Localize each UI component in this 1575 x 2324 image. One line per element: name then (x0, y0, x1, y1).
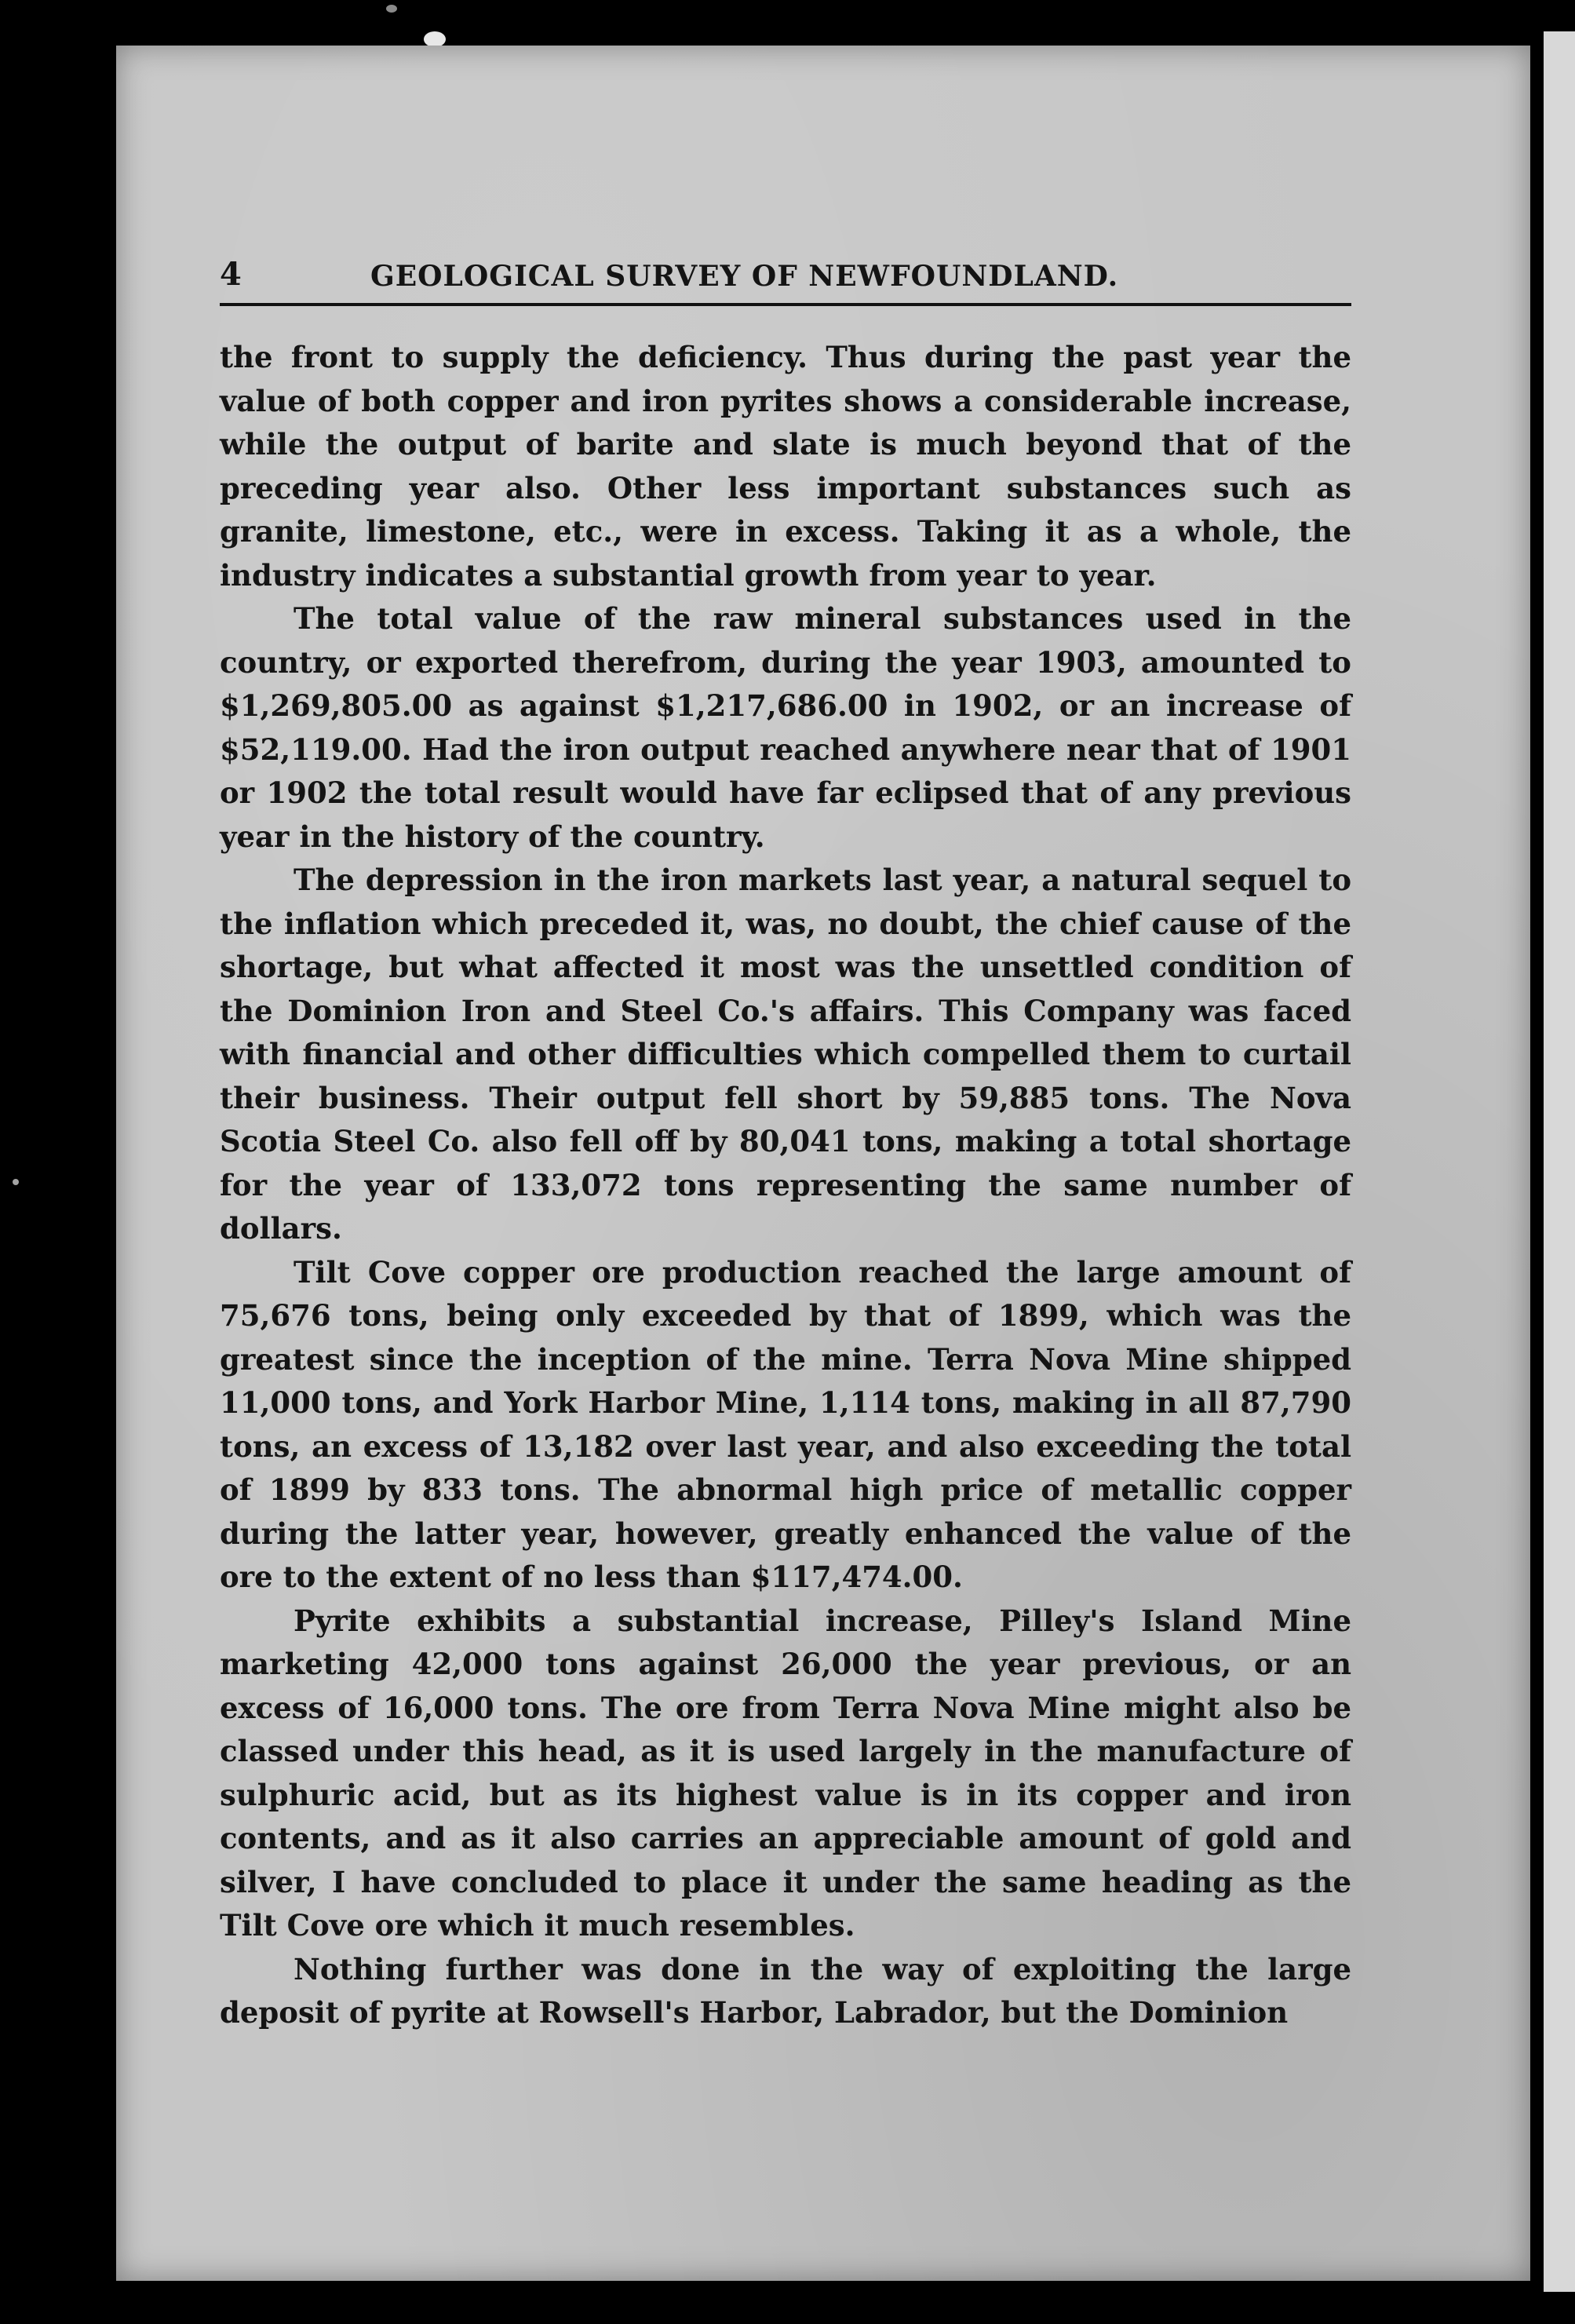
running-head: GEOLOGICAL SURVEY OF NEWFOUNDLAND. (370, 260, 1119, 293)
paragraph: the front to supply the deficiency. Thus during the past year the value of both copper and iron pyrites shows a considerable increase, while the output of barite and slate is much beyond that of the preceding year also. Other less important substances such as granite, limestone, etc., were in excess. Taking it as a whole, the industry indicates a substantial growth from year to year. (220, 340, 1351, 593)
paragraph: Nothing further was done in the way of exploiting the large deposit of pyrite at Rowsell's Harbor, Labrador, but the Dominion (220, 1951, 1351, 2030)
adjacent-page-edge (1539, 31, 1575, 2292)
dust-speck (13, 1179, 19, 1185)
paragraph: The depression in the iron markets last year, a natural sequel to the inflation which preceded it, was, no doubt, the chief cause of the shortage, but what affected it most was the unsettled condition of the Dominion Iron and Steel Co.'s affairs. This Company was faced with financial and other difficulties which compelled them to curtail their business. Their output fell short by 59,885 tons. The Nova Scotia Steel Co. also fell off by 80,041 tons, making a total shortage for the year of 133,072 tons representing the same number of dollars. (220, 863, 1351, 1246)
paragraph: Pyrite exhibits a substantial increase, Pilley's Island Mine marketing 42,000 tons against 26,000 the year previous, or an excess of 16,000 tons. The ore from Terra Nova Mine might also be classed under this head, as it is used largely in the manufacture of sulphuric acid, but as its highest value is in its copper and iron contents, and as it also carries an appreciable amount of gold and silver, I have concluded to place it under the same heading as the Tilt Cove ore which it much resembles. (220, 1603, 1351, 1943)
paragraph: Tilt Cove copper ore production reached the large amount of 75,676 tons, being only exceeded by that of 1899, which was the greatest since the inception of the mine. Terra Nova Mine shipped 11,000 tons, and York Harbor Mine, 1,114 tons, making in all 87,790 tons, an excess of 13,182 over last year, and also exceeding the total of 1899 by 833 tons. The abnormal high price of metallic copper during the latter year, however, greatly enhanced the value of the ore to the extent of no less than $117,474.00. (220, 1254, 1351, 1594)
page-number: 4 (220, 256, 242, 293)
page-header (220, 253, 1351, 306)
dust-speck (386, 5, 397, 13)
paragraph: The total value of the raw mineral substances used in the country, or exported therefrom, during the year 1903, amounted to $1,269,805.00 as against $1,217,686.00 in 1902, or an increase of $52,119.00. Had the iron output reached anywhere near that of 1901 or 1902 the total result would have far eclipsed that of any previous year in the history of the country. (220, 601, 1351, 854)
body-text (220, 336, 1351, 2035)
dust-speck (424, 31, 446, 47)
